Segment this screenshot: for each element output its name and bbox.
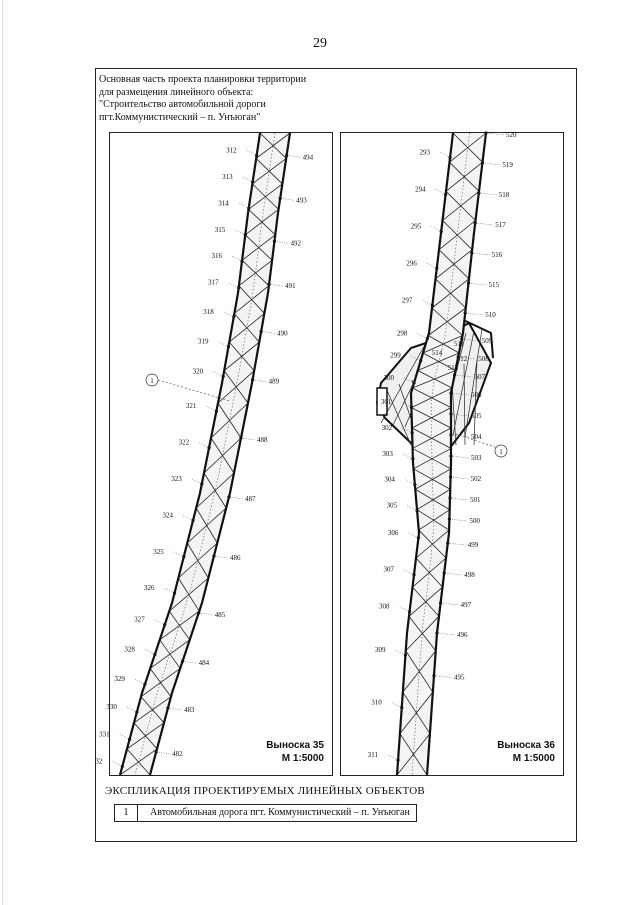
point-label: 314 — [218, 199, 229, 208]
leader-line — [183, 661, 197, 663]
point-label: 497 — [460, 601, 472, 609]
leader-line — [213, 371, 223, 376]
boundary-point — [279, 197, 282, 200]
point-label: 504 — [471, 433, 482, 441]
point-label: 310 — [371, 698, 382, 707]
boundary-point — [163, 623, 166, 626]
scan-edge-line — [2, 0, 3, 905]
point-label: 491 — [285, 282, 296, 291]
leader-line — [482, 163, 500, 165]
point-label: 32 — [95, 757, 103, 766]
title-line: для размещения линейного объекта: — [99, 86, 254, 98]
point-label: 309 — [374, 646, 386, 655]
point-label: 311 — [367, 751, 379, 760]
drawing-title — [99, 74, 359, 124]
boundary-point — [273, 240, 276, 243]
point-label: 494 — [302, 153, 314, 162]
point-label: 489 — [268, 377, 280, 386]
leader-line — [127, 707, 137, 712]
leader-line — [199, 443, 209, 448]
leader-line — [403, 454, 413, 459]
leader-line — [135, 679, 145, 684]
point-label: 510 — [485, 311, 496, 319]
point-label: 323 — [171, 475, 182, 484]
point-label: 486 — [229, 554, 241, 563]
leader-line — [183, 515, 193, 520]
leader-line — [229, 497, 243, 499]
point-label: 315 — [214, 225, 226, 234]
point-label: 305 — [386, 501, 398, 510]
point-label: 299 — [390, 351, 401, 360]
callout-scale: М 1:5000 — [281, 753, 324, 764]
legend-row — [114, 804, 417, 822]
leader-line — [486, 133, 504, 135]
point-label: 488 — [257, 436, 268, 444]
point-label: 296 — [406, 259, 417, 268]
point-label: 511 — [453, 340, 465, 348]
boundary-point — [446, 541, 449, 544]
leader-line — [243, 177, 253, 182]
leader-line — [199, 613, 213, 615]
point-label: 297 — [401, 296, 413, 305]
leader-line — [431, 226, 441, 231]
leader-line — [472, 253, 490, 255]
boundary-point — [227, 495, 230, 498]
boundary-point — [285, 154, 288, 157]
point-label: 313 — [222, 172, 233, 181]
leader-line — [449, 519, 467, 521]
point-label: 328 — [124, 645, 135, 654]
boundary-point — [411, 431, 414, 434]
point-label: 322 — [178, 438, 190, 447]
callout-scale: М 1:5000 — [512, 753, 555, 764]
boundary-point — [135, 711, 138, 714]
leader-line — [120, 734, 130, 739]
point-label: 303 — [382, 449, 393, 458]
leader-line — [400, 607, 410, 612]
point-label: 319 — [197, 337, 209, 346]
callout-caption-35 — [266, 739, 324, 765]
leader-line — [395, 650, 405, 655]
point-label: 509 — [481, 337, 493, 345]
leader-line — [287, 155, 301, 157]
boundary-point — [247, 207, 250, 210]
point-label: 517 — [495, 221, 506, 229]
point-label: 326 — [144, 584, 155, 593]
callout-panel-35 — [95, 132, 333, 776]
leader-line — [247, 150, 257, 155]
boundary-point — [251, 378, 254, 381]
point-label: 318 — [203, 307, 214, 316]
callout-caption-36 — [497, 739, 555, 765]
leader-line — [450, 498, 468, 500]
leader-line — [437, 633, 455, 635]
leader-line — [232, 256, 242, 261]
point-label: 503 — [471, 454, 482, 462]
leader-line — [388, 755, 398, 760]
point-label: 483 — [183, 706, 195, 715]
leader-line — [192, 479, 202, 484]
leader-line — [165, 588, 175, 593]
leader-line — [218, 342, 228, 347]
boundary-point — [268, 283, 271, 286]
leader-line — [434, 676, 452, 678]
point-label: 485 — [214, 610, 226, 619]
point-label: 516 — [491, 251, 503, 259]
leader-line — [417, 334, 427, 339]
leader-line — [407, 505, 417, 510]
point-label: 295 — [410, 222, 422, 231]
leader-line — [168, 708, 182, 710]
point-label: 512 — [456, 355, 468, 363]
point-label: 501 — [470, 496, 481, 504]
leader-line — [235, 230, 245, 235]
point-label: 518 — [498, 191, 510, 199]
page-number: 29 — [313, 36, 327, 51]
point-label: 308 — [379, 602, 390, 611]
object-marker-label: 1 — [499, 448, 503, 456]
point-label: 484 — [198, 659, 210, 668]
boundary-point — [448, 517, 451, 520]
leader-line — [408, 533, 418, 538]
point-label: 325 — [153, 547, 164, 556]
leader-line — [112, 761, 122, 766]
point-label: 301 — [380, 398, 392, 407]
corridor-boundary-left — [120, 133, 260, 775]
leader-line — [448, 543, 466, 545]
point-label: 306 — [387, 528, 399, 537]
point-label: 321 — [185, 402, 197, 411]
boundary-point — [396, 758, 399, 761]
point-label: 514 — [431, 349, 443, 357]
legend-row-number: 1 — [115, 805, 138, 821]
leader-line — [405, 480, 415, 485]
leader-line — [475, 223, 493, 225]
boundary-point — [477, 191, 480, 194]
point-label: 331 — [99, 730, 110, 739]
leader-line — [174, 552, 184, 557]
callout-label: Выноска 35 — [266, 740, 324, 751]
point-label: 506 — [471, 391, 482, 399]
point-label: 293 — [419, 148, 431, 157]
leader-line — [451, 456, 469, 458]
point-label: 499 — [467, 541, 479, 549]
leader-line — [156, 752, 170, 754]
leader-line — [422, 300, 432, 305]
boundary-point — [411, 457, 414, 460]
point-label: 327 — [134, 615, 145, 624]
leader-line — [441, 603, 459, 605]
title-line: "Строительство автомобильной дороги — [99, 99, 266, 110]
point-label: 307 — [383, 565, 394, 574]
boundary-point — [212, 554, 215, 557]
leader-line — [444, 573, 462, 575]
road-drawing-36 — [341, 133, 563, 775]
point-label: 493 — [296, 196, 307, 205]
point-label: 490 — [277, 329, 288, 338]
leader-line — [451, 477, 469, 479]
leader-line — [274, 241, 288, 243]
corridor-fill — [120, 133, 290, 775]
point-label: 500 — [469, 517, 480, 525]
legend-row-name: Автомобильная дорога пгт. Коммунистический – п. Унъюган — [150, 807, 410, 818]
boundary-point — [173, 592, 176, 595]
point-label: 508 — [478, 355, 489, 363]
point-label: 317 — [208, 278, 219, 287]
point-label: 495 — [454, 673, 465, 682]
boundary-point — [470, 251, 473, 254]
callout-panel-36 — [340, 132, 564, 776]
boundary-point — [410, 405, 413, 408]
point-label: 515 — [488, 281, 499, 289]
boundary-point — [143, 683, 146, 686]
point-label: 520 — [506, 131, 517, 139]
point-label: 498 — [464, 571, 475, 579]
point-label: 496 — [457, 631, 468, 639]
boundary-point — [404, 654, 407, 657]
point-label: 502 — [470, 475, 482, 483]
boundary-point — [415, 509, 418, 512]
boundary-point — [232, 315, 235, 318]
road-drawing-35 — [95, 133, 332, 775]
boundary-point — [412, 381, 415, 384]
leader-line — [155, 620, 165, 625]
leader-line — [479, 193, 497, 195]
legend-title: ЭКСПЛИКАЦИЯ ПРОЕКТИРУЕМЫХ ЛИНЕЙНЫХ ОБЪЕКТОВ — [105, 785, 425, 797]
point-label: 492 — [290, 239, 301, 248]
point-label: 316 — [211, 252, 222, 261]
object-marker-label: 1 — [150, 377, 154, 385]
leader-line — [206, 406, 216, 411]
point-label: 304 — [384, 475, 395, 484]
leader-line — [436, 189, 446, 194]
leader-line — [465, 313, 483, 315]
leader-line — [280, 198, 294, 200]
leader-line — [440, 153, 450, 158]
point-label: 329 — [114, 675, 125, 684]
point-label: 487 — [244, 495, 256, 504]
leader-line — [229, 283, 239, 288]
point-label: 505 — [471, 412, 482, 420]
leader-line — [253, 380, 267, 382]
leader-line — [224, 312, 234, 317]
point-label: 513 — [447, 364, 459, 372]
boundary-point — [412, 573, 415, 576]
leader-line — [469, 283, 487, 285]
point-label: 519 — [502, 161, 513, 169]
boundary-point — [128, 738, 131, 741]
leader-line — [145, 649, 155, 654]
leader-line — [404, 570, 414, 575]
leader-line — [239, 203, 249, 208]
point-label: 330 — [106, 703, 117, 712]
boundary-point — [240, 260, 243, 263]
boundary-point — [474, 221, 477, 224]
point-label: 298 — [396, 329, 408, 338]
title-line: Основная часть проекта планировки территории — [99, 74, 307, 85]
leader-line — [427, 263, 437, 268]
point-label: 300 — [383, 373, 395, 382]
point-label: 294 — [415, 185, 426, 194]
leader-line — [392, 703, 402, 708]
callout-label: Выноска 36 — [497, 740, 555, 751]
point-label: 320 — [192, 367, 204, 376]
leader-line — [214, 556, 228, 558]
leader-line — [261, 331, 275, 333]
point-label: 312 — [226, 146, 237, 155]
point-label: 482 — [172, 750, 183, 759]
leader-line — [241, 438, 255, 440]
leader-line — [269, 284, 283, 286]
point-label: 302 — [381, 423, 393, 432]
point-label: 324 — [162, 511, 174, 520]
point-label: 507 — [474, 373, 486, 381]
title-line: пгт.Коммунистический – п. Унъюган" — [99, 111, 261, 123]
